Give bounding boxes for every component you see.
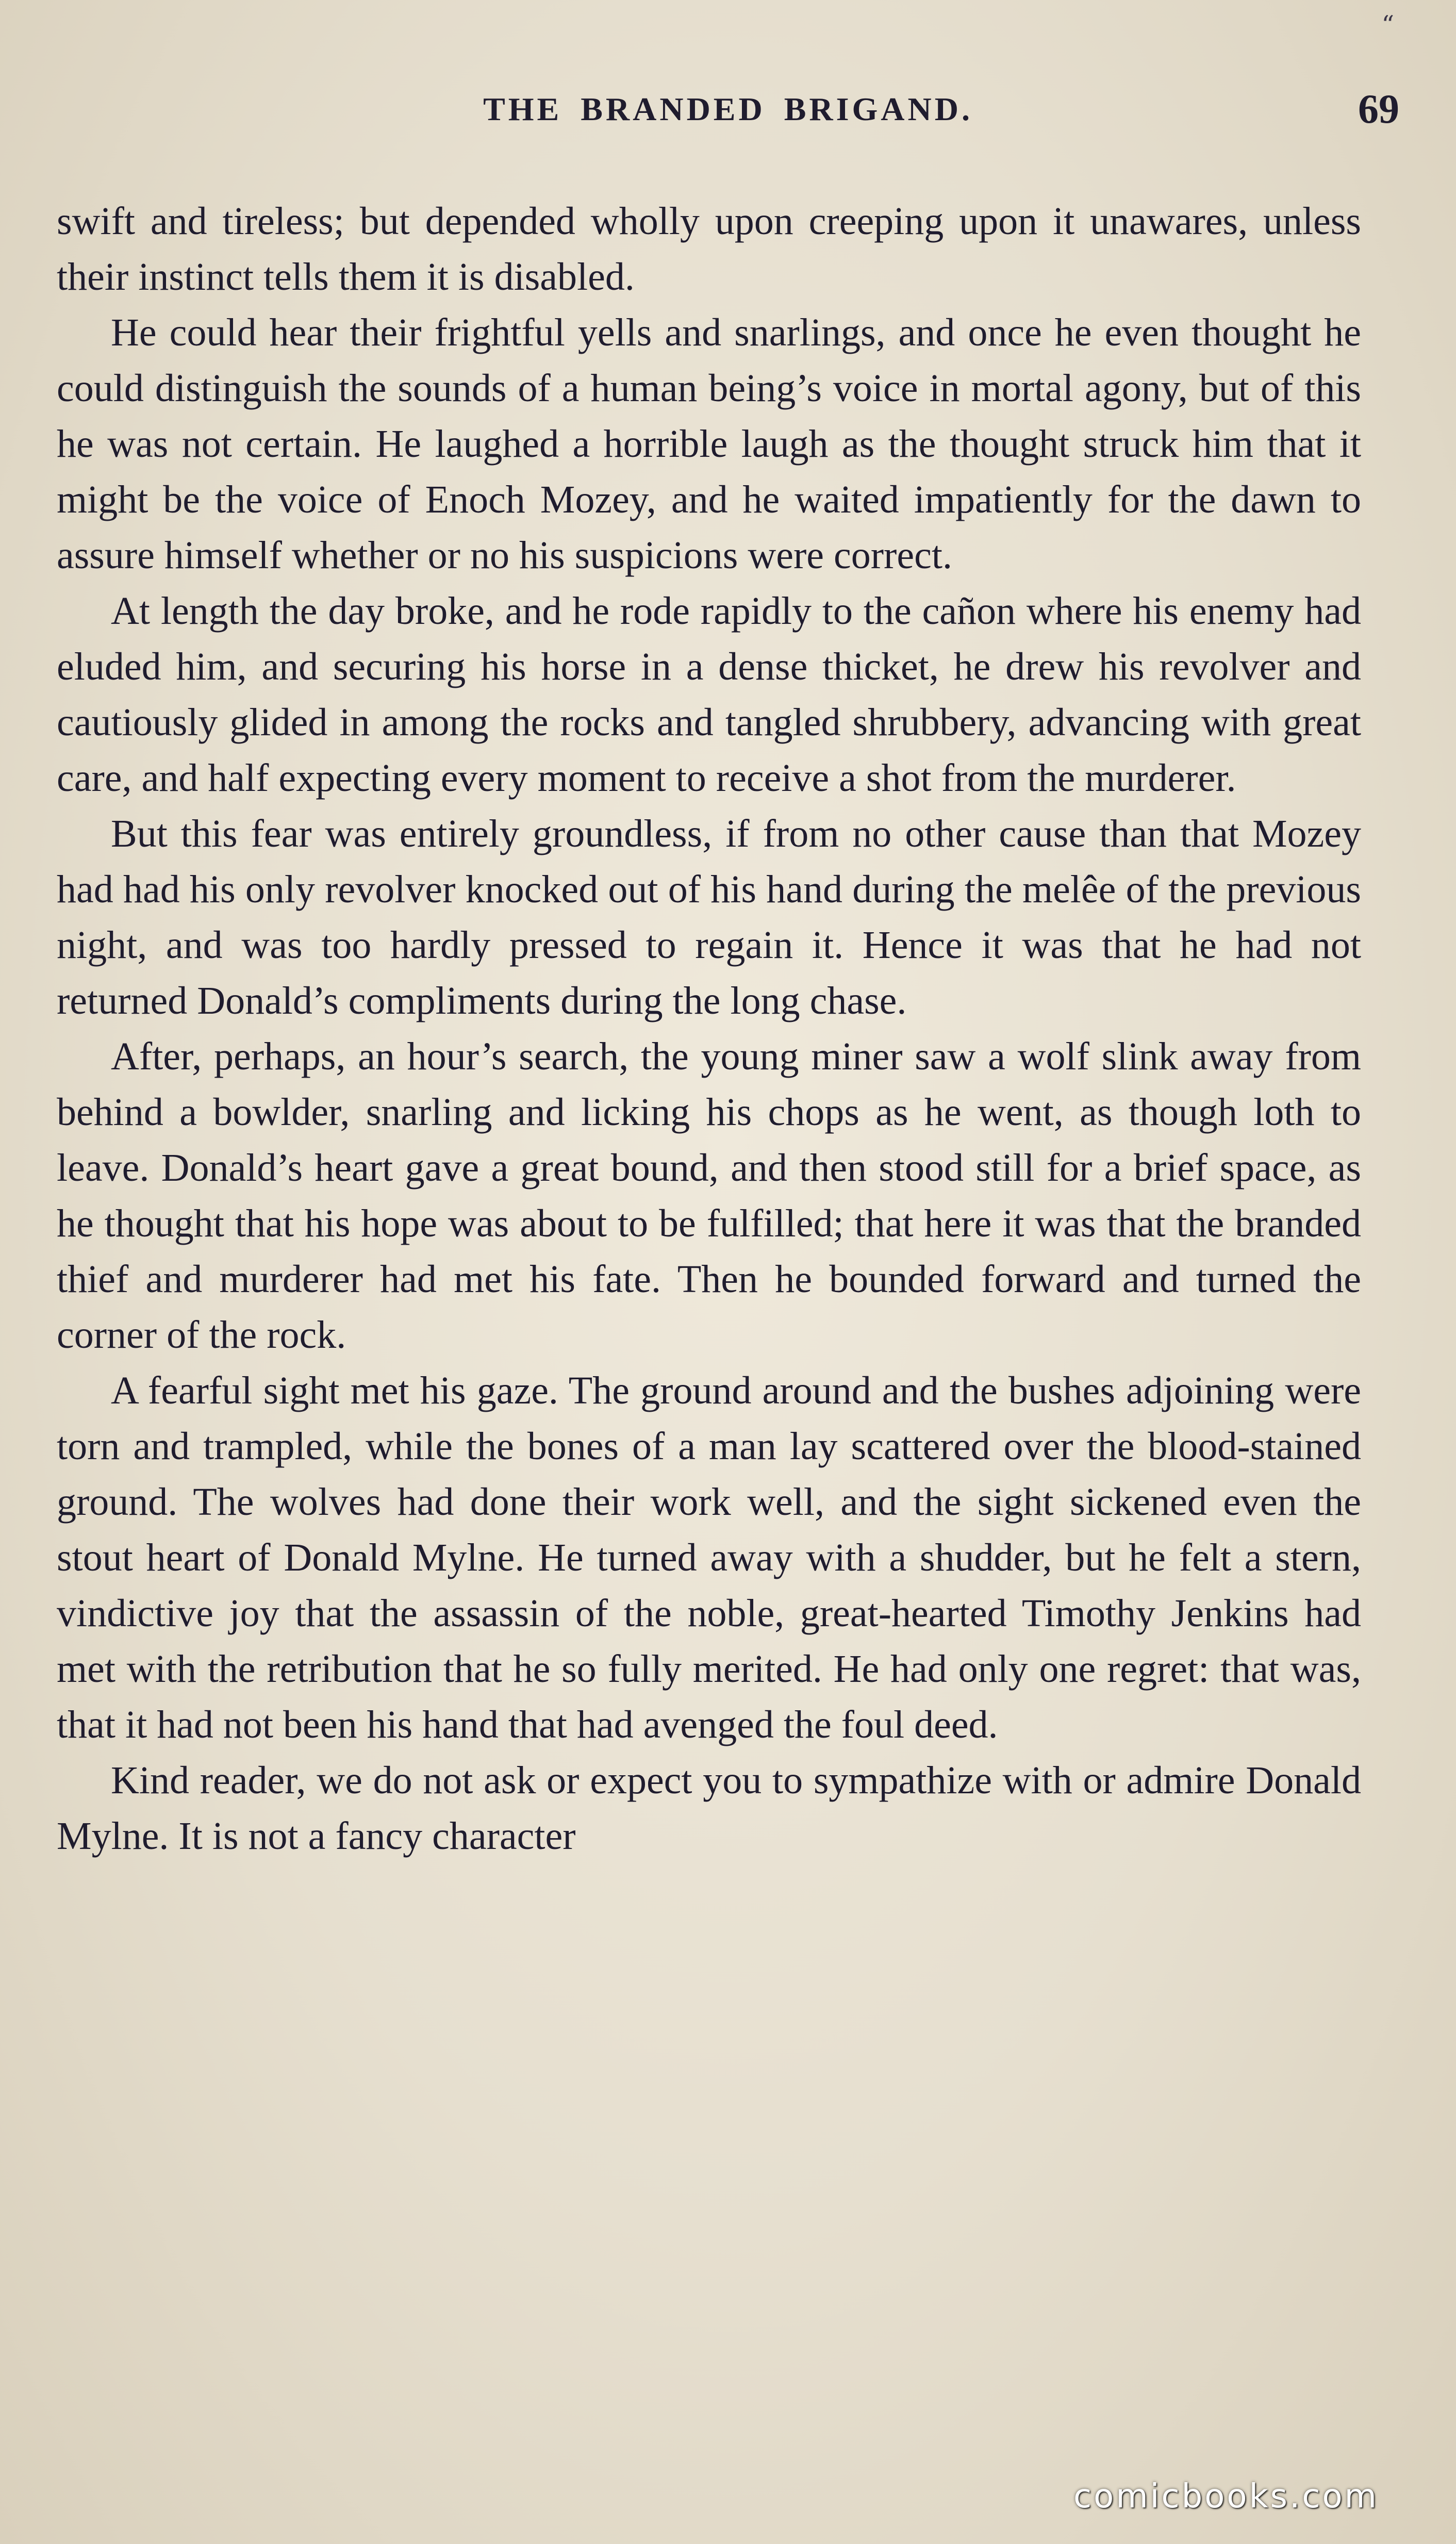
paragraph: After, perhaps, an hour’s search, the young miner saw a wolf slink away from behind a bowlder, snarling and licking his chops as he went, as though loth to leave. Donald’s heart gave a great bound, and then stood still for a brief space, as he thought that his hope was about to be fulfilled; that here it was that the branded thief and murderer had met his fate. Then he bounded forward and turned the corner of the rock. [57,1035,1361,1357]
edge-mark: “ [1381,10,1394,39]
paragraph-final: Kind reader, we do not ask or expect you to sympathize with or admire Donald Mylne. It is not a fancy character [57,1759,1361,1858]
paragraph: At length the day broke, and he rode rapidly to the cañon where his enemy had eluded him, and securing his horse in a dense thicket, he drew his revolver and cautiously glided in among the rocks and tangled shrubbery, advancing with great care, and half expecting every moment to receive a shot from the murderer. [57,589,1361,800]
paragraph: But this fear was entirely groundless, if from no other cause than that Mozey had had his only revolver knocked out of his hand during the melêe of the previous night, and was too hardly pressed to regain it. Hence it was that he had not returned Donald’s compliments during the long chase. [57,812,1361,1022]
paragraph: A fearful sight met his gaze. The ground around and the bushes adjoining were torn and trampled, while the bones of a man lay scattered over the blood-stained ground. The wolves had done their work well, and the sight sickened even the stout heart of Donald Mylne. He turned away with a shudder, but he felt a stern, vindictive joy that the assassin of the noble, great-hearted Timothy Jenkins had met with the retribution that he so fully merited. He had only one regret: that was, that it had not been his hand that had avenged the foul deed. [57,1369,1361,1746]
running-head [57,87,1399,147]
paragraph: He could hear their frightful yells and snarlings, and once he even thought he could distinguish the sounds of a human being’s voice in mortal agony, but of this he was not certain. He laughed a horrible laugh as the thought struck him that it might be the voice of Enoch Mozey, and he waited impatiently for the dawn to assure himself whether or no his suspicions were correct. [57,311,1361,577]
watermark: comicbooks.com [1073,2477,1379,2516]
body-text [57,193,1361,1864]
running-title: THE BRANDED BRIGAND. [483,91,973,127]
paragraph-continuation: swift and tireless; but depended wholly upon creeping upon it unawares, unless their instinct tells them it is disabled. [57,200,1361,299]
page-number: 69 [1358,87,1399,132]
